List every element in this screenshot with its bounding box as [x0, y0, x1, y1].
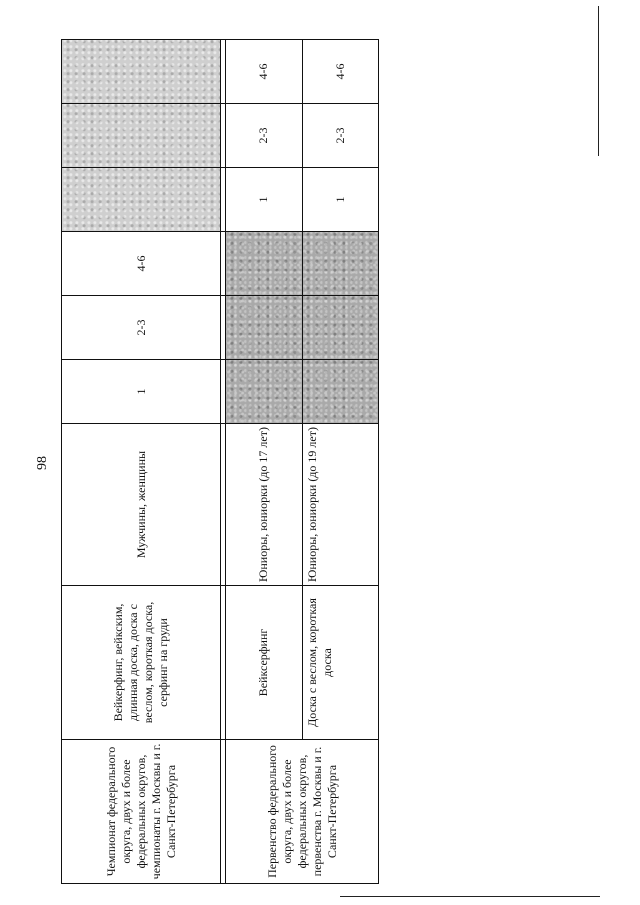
place-cell: 1	[302, 168, 379, 232]
group-cell: Юниоры, юниорки (до 17 лет)	[226, 424, 302, 586]
place-cell-shaded	[62, 168, 221, 232]
place-cell: 1	[62, 360, 221, 424]
rotated-table-container	[61, 40, 379, 884]
place-cell: 4-6	[302, 40, 379, 104]
discipline-cell: Доска с веслом, короткая доска	[302, 586, 379, 740]
place-cell-shaded	[302, 296, 379, 360]
ranking-table	[61, 39, 379, 884]
place-cell-shaded	[226, 296, 302, 360]
place-cell-shaded	[226, 360, 302, 424]
place-cell-shaded	[226, 232, 302, 296]
place-cell-shaded	[62, 40, 221, 104]
discipline-cell: Вейкерфинг, вейкским, длинная доска, доска с веслом, короткая доска, серфинг на груди	[62, 586, 221, 740]
table-row	[226, 40, 302, 884]
place-cell: 2-3	[62, 296, 221, 360]
place-cell: 4-6	[62, 232, 221, 296]
discipline-cell: Вейксерфинг	[226, 586, 302, 740]
group-cell: Юниоры, юниорки (до 19 лет)	[302, 424, 379, 586]
competition-cell: Чемпионат федерального округа, двух и более федеральных округов, чемпионаты г. Москвы и г. Санкт-Петербурга	[62, 740, 221, 884]
place-cell: 2-3	[302, 104, 379, 168]
scan-edge-mark	[598, 6, 599, 156]
table-row	[62, 40, 221, 884]
place-cell-shaded	[302, 232, 379, 296]
place-cell: 4-6	[226, 40, 302, 104]
group-cell: Мужчины, женщины	[62, 424, 221, 586]
scan-edge-mark	[340, 896, 600, 897]
place-cell: 1	[226, 168, 302, 232]
place-cell-shaded	[62, 104, 221, 168]
page-number: 98	[35, 456, 50, 470]
place-cell: 2-3	[226, 104, 302, 168]
competition-cell: Первенство федерального округа, двух и более федеральных округов, первенства г. Москвы и г. Санкт-Петербурга	[226, 740, 379, 884]
place-cell-shaded	[302, 360, 379, 424]
